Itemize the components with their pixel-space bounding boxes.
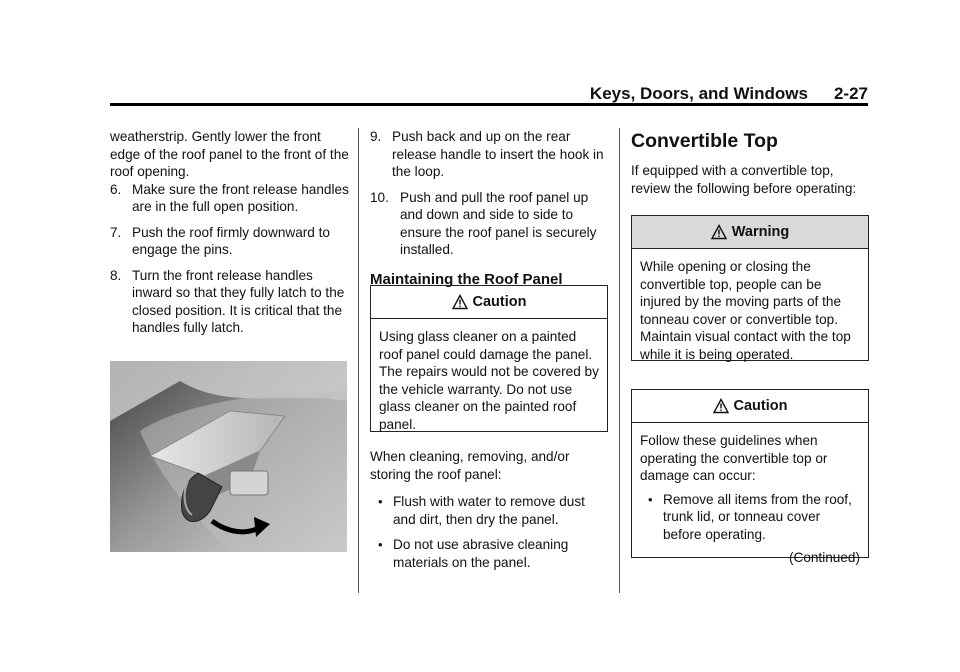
release-handle-photo bbox=[110, 361, 347, 552]
step-text: Push the roof firmly downward to engage the pins. bbox=[132, 224, 330, 257]
bullet-item bbox=[640, 491, 860, 544]
step-text: Turn the front release handles inward so that they fully latch to the closed position. It is critical that the handles fully latch. bbox=[132, 267, 345, 335]
caution-text: Follow these guidelines when operating the convertible top or damage can occur: bbox=[640, 433, 828, 483]
caution-header bbox=[632, 390, 868, 423]
step-text: Make sure the front release handles are in the full open position. bbox=[132, 181, 349, 214]
caution-title: Caution bbox=[472, 294, 527, 310]
warning-box bbox=[631, 215, 869, 361]
warning-title: Warning bbox=[731, 224, 790, 240]
paragraph: If equipped with a convertible top, review the following before operating: bbox=[631, 163, 857, 196]
caution-body: Using glass cleaner on a painted roof panel could damage the panel. The repairs would not be covered by the vehicle warranty. Do not use glass cleaner on the painted roof panel. bbox=[379, 329, 599, 432]
release-handle-illustration bbox=[110, 361, 347, 552]
step-number: 9. bbox=[370, 129, 382, 144]
step-item bbox=[110, 267, 350, 337]
step-item bbox=[110, 181, 350, 216]
step-text: Push and pull the roof panel up and down and side to side to ensure the roof panel is securely installed. bbox=[400, 189, 597, 257]
caution-header bbox=[371, 286, 607, 319]
bullet-text: Do not use abrasive cleaning materials on the panel. bbox=[393, 537, 569, 570]
header-page-number: 2-27 bbox=[833, 84, 868, 103]
column-2-lower bbox=[370, 448, 610, 579]
bullet-icon: • bbox=[378, 537, 383, 552]
step-text: Push back and up on the rear release handle to insert the hook in the loop. bbox=[392, 129, 604, 179]
bullet-item bbox=[370, 536, 610, 571]
step-number: 10. bbox=[370, 189, 389, 205]
step-number: 6. bbox=[110, 181, 122, 197]
column-1 bbox=[110, 128, 350, 345]
step-number: 8. bbox=[110, 267, 122, 283]
paragraph: When cleaning, removing, and/or storing the roof panel: bbox=[370, 449, 570, 482]
caution-icon bbox=[452, 294, 468, 310]
header-section: Keys, Doors, and Windows bbox=[589, 84, 808, 103]
caution-icon bbox=[713, 398, 729, 414]
warning-body: While opening or closing the convertible top, people can be injured by the moving parts of the tonneau cover or convertible top. Maintain visual contact with the top while it is being operated. bbox=[640, 259, 851, 362]
step-number: 7. bbox=[110, 224, 122, 240]
caution-box bbox=[631, 389, 869, 565]
column-divider-1 bbox=[358, 128, 359, 593]
warning-header bbox=[632, 216, 868, 249]
continued-label: (Continued) bbox=[788, 550, 860, 565]
warning-icon bbox=[711, 224, 727, 240]
step-item bbox=[110, 224, 350, 259]
caution-body bbox=[632, 423, 868, 573]
header-rule bbox=[110, 103, 868, 106]
column-3 bbox=[631, 130, 869, 197]
step-item bbox=[370, 189, 610, 259]
section-heading: Convertible Top bbox=[631, 130, 778, 152]
page-header bbox=[110, 84, 868, 104]
bullet-item bbox=[370, 493, 610, 528]
caution-title: Caution bbox=[733, 398, 788, 414]
step-item bbox=[370, 128, 610, 181]
column-divider-2 bbox=[619, 128, 620, 593]
continued-paragraph: weatherstrip. Gently lower the front edge of the roof panel to the front of the roof opening. bbox=[110, 129, 349, 179]
section-heading: Maintaining the Roof Panel bbox=[370, 270, 563, 288]
bullet-icon: • bbox=[648, 491, 653, 507]
column-2 bbox=[370, 128, 610, 302]
caution-box bbox=[370, 285, 608, 432]
bullet-text: Remove all items from the roof, trunk lid, or tonneau cover before operating. bbox=[663, 491, 852, 542]
bullet-text: Flush with water to remove dust and dirt, then dry the panel. bbox=[393, 494, 585, 527]
header-title bbox=[590, 84, 868, 104]
bullet-icon: • bbox=[378, 494, 383, 509]
